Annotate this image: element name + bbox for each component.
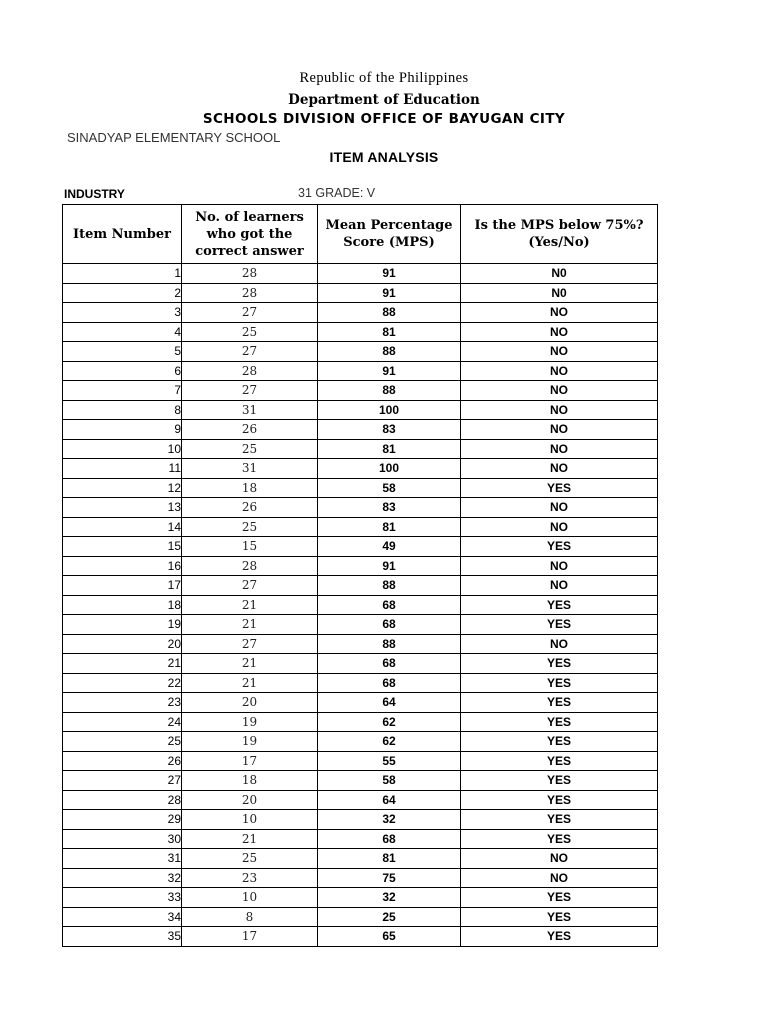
below-75-cell: YES: [461, 537, 658, 557]
item-number-cell: 30: [63, 829, 182, 849]
table-row: [63, 283, 658, 303]
learners-cell: 31: [182, 400, 318, 420]
below-75-cell: YES: [461, 615, 658, 635]
item-number-cell: 10: [63, 439, 182, 459]
learners-cell: 21: [182, 673, 318, 693]
item-number-cell: 5: [63, 342, 182, 362]
table-row: [63, 537, 658, 557]
item-number-cell: 33: [63, 888, 182, 908]
table-row: [63, 654, 658, 674]
learners-cell: 17: [182, 927, 318, 947]
below-75-cell: YES: [461, 810, 658, 830]
learners-cell: 26: [182, 498, 318, 518]
below-75-cell: NO: [461, 517, 658, 537]
header-item-number: Item Number: [63, 205, 182, 264]
mps-cell: 68: [318, 595, 461, 615]
below-75-cell: NO: [461, 322, 658, 342]
header-learners-correct: No. of learners who got the correct answer: [182, 205, 318, 264]
item-number-cell: 32: [63, 868, 182, 888]
item-analysis-table: [62, 204, 658, 947]
mps-cell: 88: [318, 381, 461, 401]
below-75-cell: N0: [461, 264, 658, 284]
learners-cell: 28: [182, 556, 318, 576]
item-number-cell: 17: [63, 576, 182, 596]
below-75-cell: NO: [461, 459, 658, 479]
learners-cell: 21: [182, 595, 318, 615]
table-row: [63, 849, 658, 869]
below-75-cell: NO: [461, 439, 658, 459]
below-75-cell: NO: [461, 498, 658, 518]
mps-cell: 81: [318, 322, 461, 342]
below-75-cell: YES: [461, 732, 658, 752]
learners-cell: 27: [182, 303, 318, 323]
table-row: [63, 381, 658, 401]
table-row: [63, 790, 658, 810]
below-75-cell: YES: [461, 654, 658, 674]
learners-cell: 21: [182, 654, 318, 674]
item-number-cell: 2: [63, 283, 182, 303]
learners-cell: 26: [182, 420, 318, 440]
learners-cell: 17: [182, 751, 318, 771]
table-row: [63, 264, 658, 284]
learners-cell: 8: [182, 907, 318, 927]
item-number-cell: 25: [63, 732, 182, 752]
mps-cell: 83: [318, 498, 461, 518]
mps-cell: 91: [318, 361, 461, 381]
learners-cell: 31: [182, 459, 318, 479]
learners-cell: 18: [182, 478, 318, 498]
mps-cell: 88: [318, 303, 461, 323]
item-number-cell: 12: [63, 478, 182, 498]
mps-cell: 81: [318, 439, 461, 459]
learners-cell: 20: [182, 790, 318, 810]
table-row: [63, 751, 658, 771]
item-number-cell: 3: [63, 303, 182, 323]
item-number-cell: 21: [63, 654, 182, 674]
department-heading: Department of Education: [288, 92, 480, 108]
item-number-cell: 20: [63, 634, 182, 654]
below-75-cell: NO: [461, 556, 658, 576]
table-row: [63, 478, 658, 498]
table-row: [63, 927, 658, 947]
learners-cell: 10: [182, 888, 318, 908]
mps-cell: 62: [318, 712, 461, 732]
table-row: [63, 342, 658, 362]
below-75-cell: N0: [461, 283, 658, 303]
item-number-cell: 16: [63, 556, 182, 576]
table-row: [63, 517, 658, 537]
mps-cell: 81: [318, 849, 461, 869]
learners-cell: 28: [182, 283, 318, 303]
table-row: [63, 576, 658, 596]
learners-cell: 21: [182, 615, 318, 635]
below-75-cell: NO: [461, 576, 658, 596]
table-row: [63, 400, 658, 420]
item-number-cell: 13: [63, 498, 182, 518]
below-75-cell: NO: [461, 868, 658, 888]
mps-cell: 91: [318, 556, 461, 576]
learners-cell: 25: [182, 517, 318, 537]
table-row: [63, 693, 658, 713]
below-75-cell: NO: [461, 342, 658, 362]
table-row: [63, 615, 658, 635]
table-row: [63, 732, 658, 752]
header-mps: Mean Percentage Score (MPS): [318, 205, 461, 264]
mps-cell: 68: [318, 673, 461, 693]
table-row: [63, 907, 658, 927]
learners-cell: 25: [182, 439, 318, 459]
below-75-cell: YES: [461, 693, 658, 713]
learners-cell: 20: [182, 693, 318, 713]
table-row: [63, 420, 658, 440]
below-75-cell: YES: [461, 927, 658, 947]
learners-cell: 27: [182, 342, 318, 362]
below-75-cell: YES: [461, 595, 658, 615]
below-75-cell: NO: [461, 361, 658, 381]
table-row: [63, 888, 658, 908]
below-75-cell: YES: [461, 712, 658, 732]
mps-cell: 100: [318, 459, 461, 479]
table-row: [63, 673, 658, 693]
table-row: [63, 868, 658, 888]
below-75-cell: NO: [461, 634, 658, 654]
item-number-cell: 23: [63, 693, 182, 713]
mps-cell: 49: [318, 537, 461, 557]
item-number-cell: 9: [63, 420, 182, 440]
mps-cell: 91: [318, 283, 461, 303]
item-number-cell: 35: [63, 927, 182, 947]
below-75-cell: NO: [461, 420, 658, 440]
page-title: ITEM ANALYSIS: [329, 149, 439, 165]
table-row: [63, 439, 658, 459]
table-row: [63, 595, 658, 615]
learners-cell: 28: [182, 264, 318, 284]
mps-cell: 58: [318, 771, 461, 791]
item-number-cell: 15: [63, 537, 182, 557]
item-number-cell: 24: [63, 712, 182, 732]
below-75-cell: YES: [461, 673, 658, 693]
table-row: [63, 771, 658, 791]
grade-info: 31 GRADE: V: [298, 186, 376, 200]
table-row: [63, 322, 658, 342]
mps-cell: 58: [318, 478, 461, 498]
below-75-cell: YES: [461, 771, 658, 791]
below-75-cell: YES: [461, 907, 658, 927]
learners-cell: 27: [182, 576, 318, 596]
learners-cell: 15: [182, 537, 318, 557]
table-row: [63, 303, 658, 323]
item-number-cell: 6: [63, 361, 182, 381]
below-75-cell: NO: [461, 381, 658, 401]
learners-cell: 28: [182, 361, 318, 381]
item-number-cell: 22: [63, 673, 182, 693]
item-number-cell: 34: [63, 907, 182, 927]
mps-cell: 25: [318, 907, 461, 927]
division-heading: SCHOOLS DIVISION OFFICE OF BAYUGAN CITY: [202, 111, 566, 127]
below-75-cell: YES: [461, 829, 658, 849]
table-row: [63, 459, 658, 479]
learners-cell: 10: [182, 810, 318, 830]
item-number-cell: 4: [63, 322, 182, 342]
mps-cell: 32: [318, 888, 461, 908]
mps-cell: 68: [318, 615, 461, 635]
learners-cell: 19: [182, 732, 318, 752]
mps-cell: 91: [318, 264, 461, 284]
table-row: [63, 498, 658, 518]
below-75-cell: YES: [461, 888, 658, 908]
school-name: SINADYAP ELEMENTARY SCHOOL: [67, 130, 281, 145]
item-number-cell: 18: [63, 595, 182, 615]
mps-cell: 100: [318, 400, 461, 420]
learners-cell: 27: [182, 634, 318, 654]
item-number-cell: 19: [63, 615, 182, 635]
mps-cell: 55: [318, 751, 461, 771]
item-number-cell: 27: [63, 771, 182, 791]
below-75-cell: NO: [461, 303, 658, 323]
mps-cell: 88: [318, 634, 461, 654]
mps-cell: 81: [318, 517, 461, 537]
table-row: [63, 556, 658, 576]
item-number-cell: 14: [63, 517, 182, 537]
mps-cell: 88: [318, 576, 461, 596]
item-number-cell: 8: [63, 400, 182, 420]
learners-cell: 25: [182, 322, 318, 342]
subject-label: INDUSTRY: [64, 187, 125, 201]
item-number-cell: 1: [63, 264, 182, 284]
header-below-75: Is the MPS below 75%? (Yes/No): [461, 205, 658, 264]
mps-cell: 83: [318, 420, 461, 440]
item-number-cell: 26: [63, 751, 182, 771]
item-number-cell: 7: [63, 381, 182, 401]
below-75-cell: NO: [461, 400, 658, 420]
mps-cell: 88: [318, 342, 461, 362]
table-row: [63, 829, 658, 849]
mps-cell: 68: [318, 654, 461, 674]
below-75-cell: YES: [461, 478, 658, 498]
mps-cell: 64: [318, 790, 461, 810]
republic-heading: Republic of the Philippines: [299, 70, 469, 86]
mps-cell: 32: [318, 810, 461, 830]
learners-cell: 27: [182, 381, 318, 401]
item-number-cell: 11: [63, 459, 182, 479]
learners-cell: 18: [182, 771, 318, 791]
mps-cell: 64: [318, 693, 461, 713]
mps-cell: 75: [318, 868, 461, 888]
table-row: [63, 634, 658, 654]
item-number-cell: 28: [63, 790, 182, 810]
mps-cell: 68: [318, 829, 461, 849]
table-body: [63, 264, 658, 947]
table-row: [63, 810, 658, 830]
learners-cell: 25: [182, 849, 318, 869]
learners-cell: 23: [182, 868, 318, 888]
table-header-row: [63, 205, 658, 264]
learners-cell: 21: [182, 829, 318, 849]
table-row: [63, 712, 658, 732]
table-row: [63, 361, 658, 381]
mps-cell: 62: [318, 732, 461, 752]
item-number-cell: 31: [63, 849, 182, 869]
below-75-cell: YES: [461, 751, 658, 771]
below-75-cell: YES: [461, 790, 658, 810]
item-number-cell: 29: [63, 810, 182, 830]
learners-cell: 19: [182, 712, 318, 732]
mps-cell: 65: [318, 927, 461, 947]
below-75-cell: NO: [461, 849, 658, 869]
